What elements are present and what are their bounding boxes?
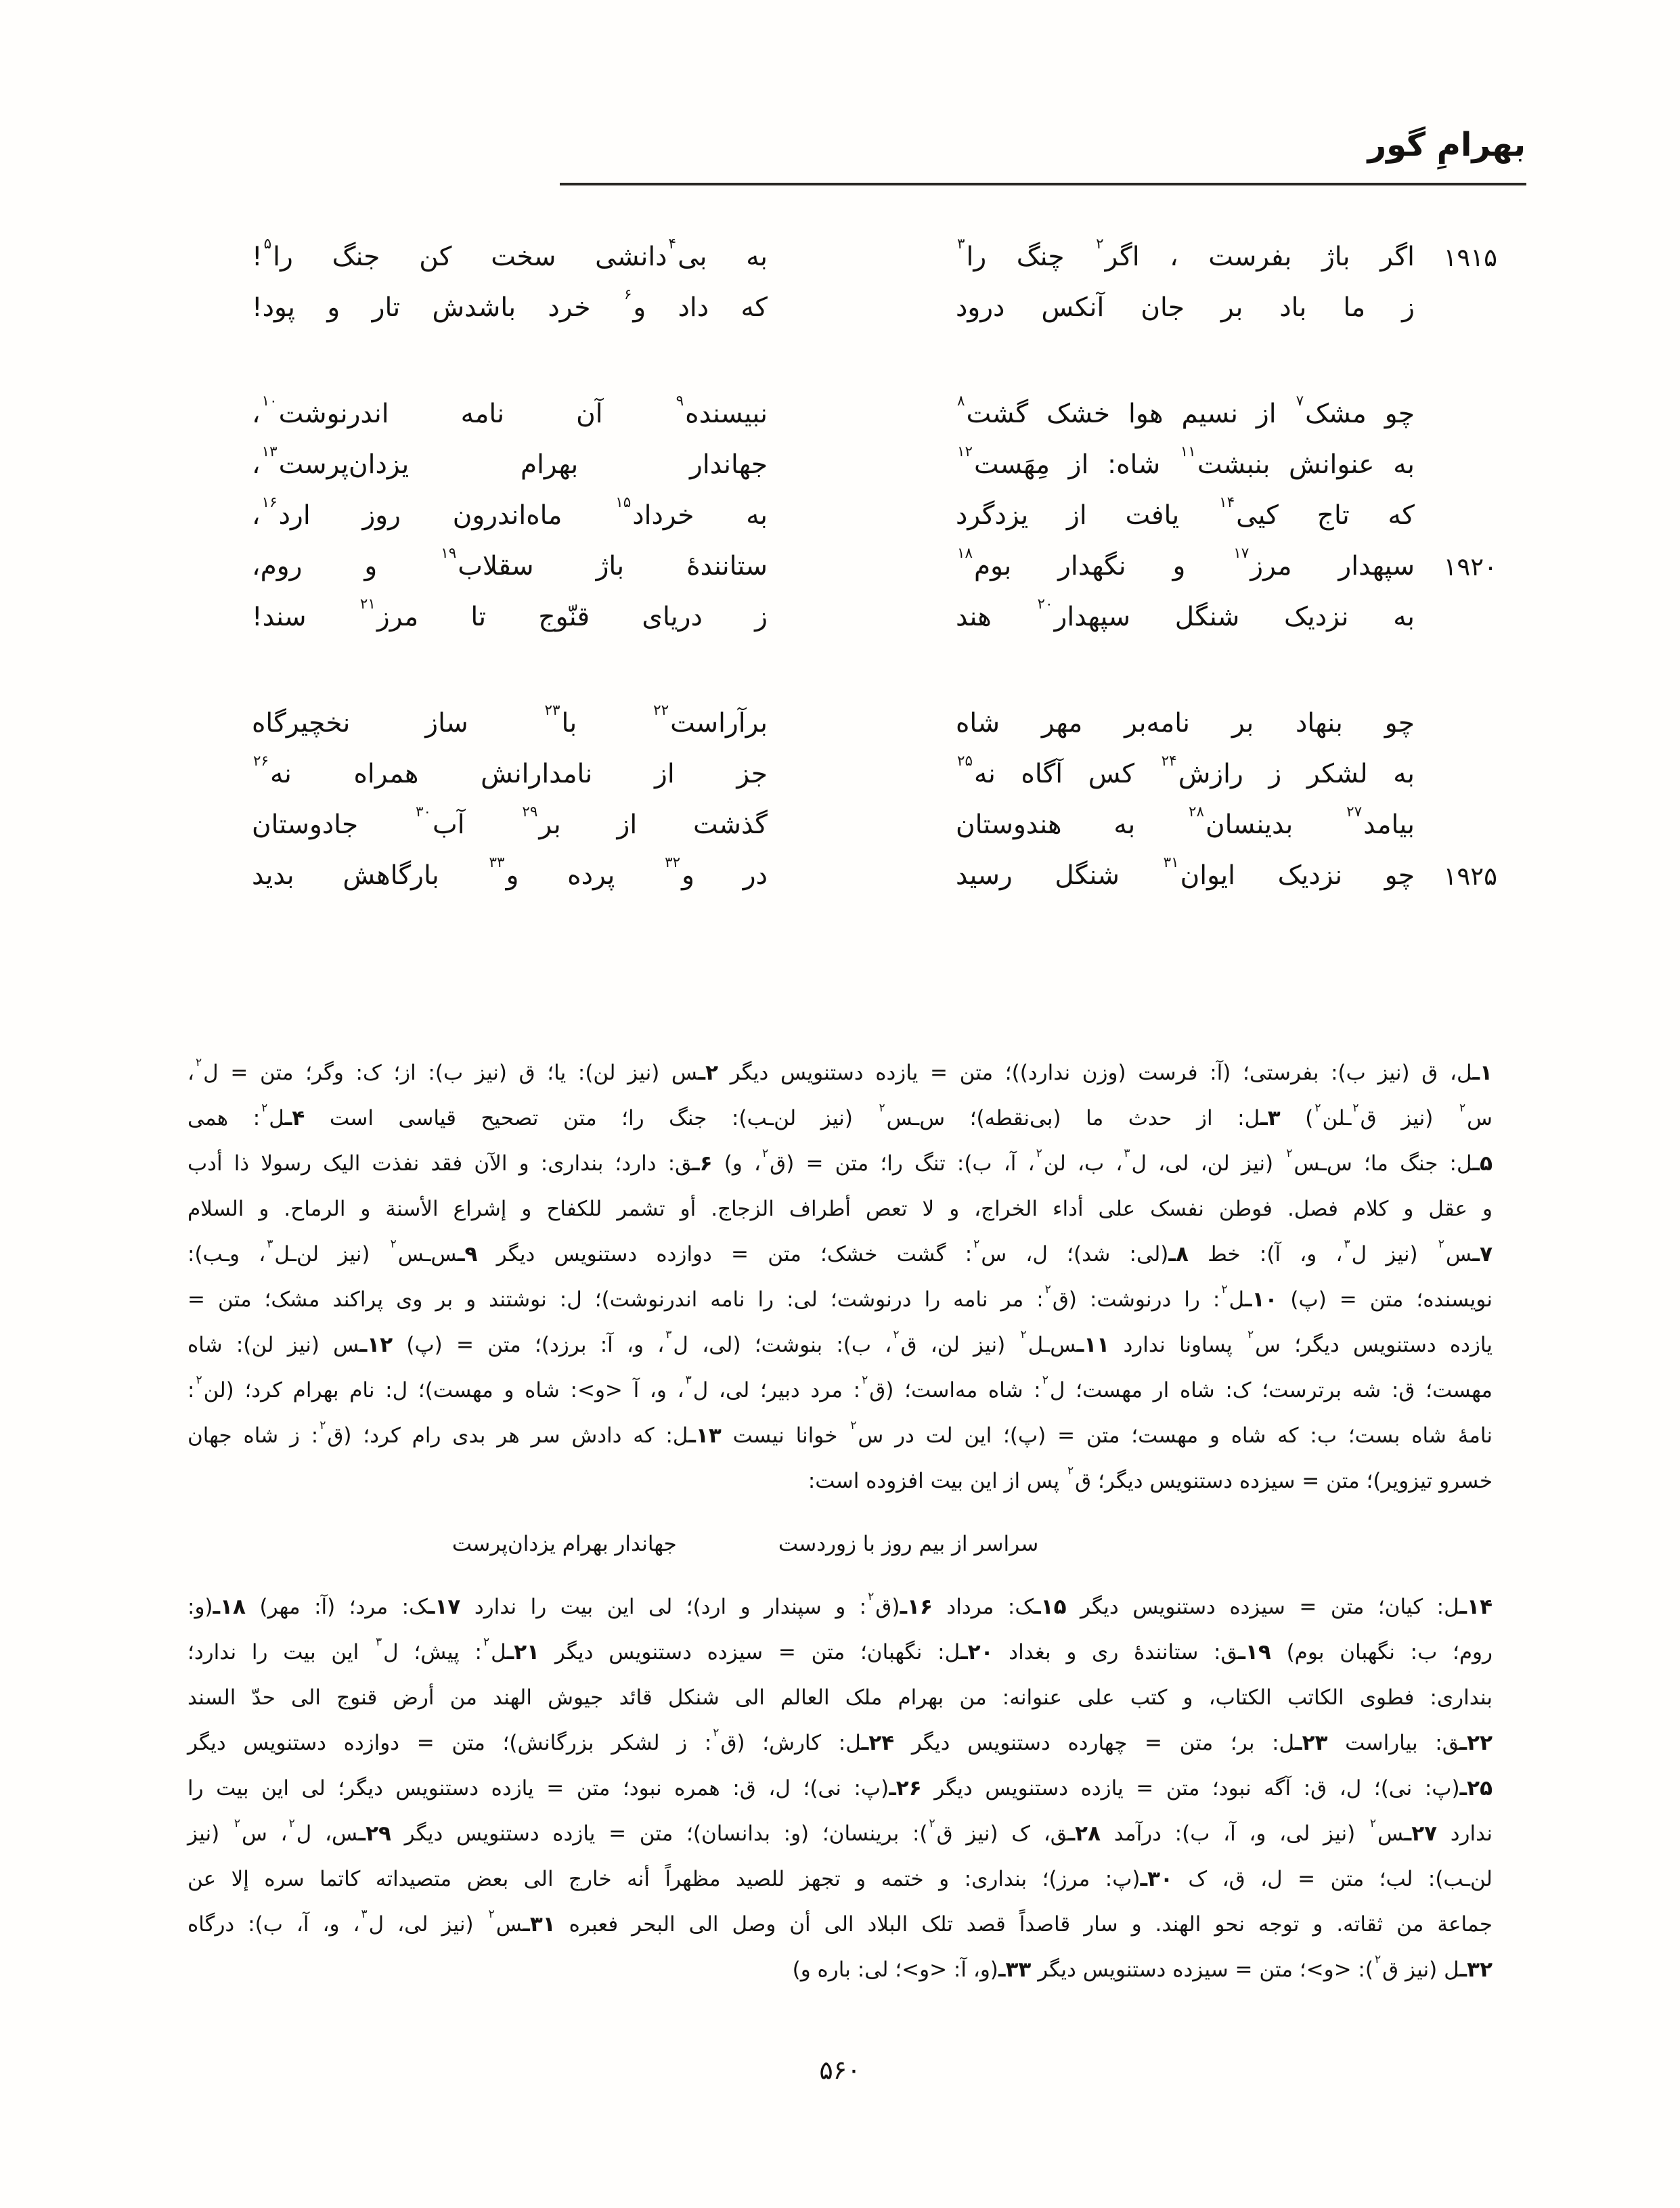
verse-row bbox=[252, 236, 1497, 286]
hemistich-second: نبیسنده$^۹$ آن نامه اندرنوشت$^{۱۰}$، bbox=[252, 393, 768, 429]
apparatus-line: ۲۵ـ(پ: نی)؛ ل، ق: آگه نبود؛ متن = یازده دستنویس دیگر ۲۶ـ(پ: نی)؛ ل، ق: همره نبود؛ متن = یازده دستنویس دیگر؛ لی این بیت را bbox=[187, 1776, 1493, 1801]
apparatus-line: س$^۲$ (نیز ق$^۲$ـلن$^۲$) ۳ـل: از حدث ما (بی‌نقطه)؛ س‌ـس$^۲$ (نیز لن‌ـب): جنگ را؛ متن تصحیح قیاسی است ۴ـل$^۲$: همی bbox=[187, 1101, 1493, 1130]
verse-number: ۱۹۲۰ bbox=[1443, 552, 1497, 581]
inline-verse-first: سراسر از بیم روز با زوردست bbox=[778, 1532, 1039, 1556]
hemistich-first: چو مشک$^۷$ از نسیم هوا خشک گشت$^۸$ bbox=[957, 393, 1415, 429]
apparatus-line: روم؛ ب: نگهبان بوم) ۱۹ـق: ستانندهٔ ری و بغداد ۲۰ـل: نگهبان؛ متن = سیزده دستنویس دیگر ۲۱ـل$^۲$: پیش؛ ل$^۳$ این بیت را ندارد؛ bbox=[187, 1635, 1493, 1664]
apparatus-line: ۲۲ـق: بیاراست ۲۳ـل: بر؛ متن = چهارده دستنویس دیگر ۲۴ـل: کارش؛ (ق$^۲$: ز لشکر بزرگانش)؛ متن = دوازده دستنویس دیگر bbox=[187, 1726, 1493, 1755]
apparatus-line: ندارد ۲۷ـس$^۲$ (نیز لی، و، آ، ب): درآمد ۲۸ـق، ک (نیز ق$^۲$): برینسان؛ (و: بدانسان)؛ متن = یازده دستنویس دیگر ۲۹ـس، ل$^۲$، س$^۲$ (نیز bbox=[187, 1817, 1493, 1846]
hemistich-second: جهاندار بهرام یزدان‌پرست$^{۱۳}$، bbox=[252, 443, 768, 480]
apparatus-line: جماعة من ثقاته. و توجه نحو الهند. و سار قاصداً قصد تلک البلاد الی أن وصل الی البحر فعبره ۳۱ـس$^۲$ (نیز لی، ل$^۳$، و، آ، ب): درگاه bbox=[187, 1907, 1493, 1937]
header-rule bbox=[560, 183, 1526, 185]
hemistich-second: به بی$^۴$دانشی سخت کن جنگ را$^۵$! bbox=[252, 236, 768, 272]
apparatus-line: خسرو تیزویر)؛ متن = سیزده دستنویس دیگر؛ ق$^۲$ پس از این بیت افزوده است: bbox=[808, 1464, 1493, 1493]
verse-row bbox=[252, 753, 1497, 803]
hemistich-first: سپهدار مرز$^{۱۷}$ و نگهدار بوم$^{۱۸}$ bbox=[957, 545, 1415, 581]
hemistich-second: در و$^{۳۲}$ پرده و$^{۳۳}$ بارگاهش بدید bbox=[252, 854, 768, 891]
hemistich-first: اگر باژ بفرست ، اگر$^۲$ چنگ را$^۳$ bbox=[957, 236, 1415, 272]
verse-row bbox=[252, 596, 1497, 646]
apparatus-line: نامهٔ شاه بست؛ ب: که شاه و مهست؛ متن = (پ)؛ این لت در س$^۲$ خوانا نیست ۱۳ـل: که دادش سر هر بدی رام کرد؛ (ق$^۲$: ز شاه جهان bbox=[187, 1419, 1493, 1448]
verse-row bbox=[252, 494, 1497, 545]
hemistich-second: برآراست$^{۲۲}$ با$^{۲۳}$ ساز نخچیرگاه bbox=[252, 702, 768, 738]
apparatus-line: بنداری: فطوی الکاتب الکتاب، و کتب علی عنوانه: من بهرام ملک العالم الی شنکل قائد جیوش الهند من أرض قنوج الی حدّ السند bbox=[187, 1685, 1493, 1710]
verse-row bbox=[252, 854, 1497, 905]
apparatus-line: لن‌ـب): لب؛ متن = ل، ق، ک ۳۰ـ(پ: مرز)؛ بنداری: و ختمه و تجهز للصید مظهراً أنه خارج الی بعض متصیداته کاتما سره إلا عن bbox=[187, 1867, 1493, 1891]
hemistich-second: گذشت از بر$^{۲۹}$ آب$^{۳۰}$ جادوستان bbox=[252, 803, 768, 840]
apparatus-line: مهست؛ ق: شه برترست؛ ک: شاه ار مهست؛ ل$^۲$: شاه مه‌است؛ (ق$^۲$: مرد دبیر؛ لی، ل$^۳$، و، آ <و>: شاه و مهست)؛ ل: نام بهرام کرد؛ (لن$^۲$: bbox=[187, 1373, 1493, 1403]
verse-number: ۱۹۲۵ bbox=[1443, 862, 1497, 891]
stanza bbox=[252, 702, 1497, 905]
running-head-title: بهرامِ گور bbox=[1367, 126, 1526, 164]
apparatus-line: نویسنده؛ متن = (پ) ۱۰ـل$^۲$: را درنوشت: (ق$^۲$: مر نامه را درنوشت؛ لی: را نامه اندرنوشت)؛ ل: نوشتند و بر وی پراکند مشک؛ متن = bbox=[187, 1283, 1493, 1312]
hemistich-first: چو نزدیک ایوان$^{۳۱}$ شنگل رسید bbox=[956, 854, 1415, 891]
apparatus-line: یازده دستنویس دیگر؛ س$^۲$ پساونا ندارد ۱۱ـس‌ـل$^۲$ (نیز لن، ق$^۲$، ب): بنوشت؛ (لی، ل$^۳$، و، آ: برزد)؛ متن = (پ) ۱۲ـس (نیز لن): شاه bbox=[187, 1328, 1493, 1357]
critical-apparatus bbox=[187, 1051, 1493, 1993]
apparatus-line: ۱ـل، ق (نیز ب): بفرستی؛ (آ: فرست (وزن ندارد))؛ متن = یازده دستنویس دیگر ۲ـس (نیز لن): یا؛ ق (نیز ب): از؛ ک: وگر؛ متن = ل$^۲$، bbox=[187, 1056, 1493, 1085]
hemistich-second: که داد و$^۶$ خرد باشدش تار و پود! bbox=[252, 286, 768, 323]
hemistich-first: چو بنهاد بر نامه‌بر مهر شاه bbox=[956, 708, 1415, 738]
apparatus-line: ۳۲ـل (نیز ق$^۲$): <و>؛ متن = سیزده دستنویس دیگر ۳۳ـ(و، آ: <و>؛ لی: باره و) bbox=[792, 1953, 1493, 1982]
apparatus-line: ۱۴ـل: کیان؛ متن = سیزده دستنویس دیگر ۱۵ـک: مرداد ۱۶ـ(ق$^۲$: و سپندار و ارد)؛ لی این بیت را ندارد ۱۷ـک: مرد؛ (آ: مهر) ۱۸ـ(و: bbox=[187, 1590, 1493, 1619]
inline-verse-second: جهاندار بهرام یزدان‌پرست bbox=[451, 1532, 677, 1556]
stanza bbox=[252, 393, 1497, 646]
verse-row bbox=[252, 702, 1497, 753]
page-number: ۵۶۰ bbox=[819, 2055, 861, 2085]
hemistich-first: به لشکر ز رازش$^{۲۴}$ کس آگاه نه$^{۲۵}$ bbox=[957, 753, 1415, 789]
verse-row bbox=[252, 286, 1497, 337]
apparatus-line: و عقل و کلام فصل. فوطن نفسک علی أداء الخراج، و لا تعص أطراف الزجاج. أو تشمر للکفاح و إشراع الأسنة و الرماح. و السلام bbox=[187, 1197, 1493, 1221]
verse-row bbox=[252, 393, 1497, 443]
verse-row bbox=[252, 443, 1497, 494]
stanza bbox=[252, 236, 1497, 337]
apparatus-line: ۵ـل: جنگ ما؛ س‌ـس$^۲$ (نیز لن، لی، ل$^۳$، ب، لن$^۲$، آ، ب): تنگ را؛ متن = (ق$^۲$، و) ۶ـق: دارد؛ بنداری: و الآن فقد نفذت الیک رسولا ذا أدب bbox=[187, 1147, 1493, 1176]
hemistich-second: ز دریای قنّوج تا مرز$^{۲۱}$ سند! bbox=[252, 596, 768, 632]
hemistich-second: جز از نامدارانش همراه نه$^{۲۶}$ bbox=[253, 753, 768, 789]
hemistich-second: به خرداد$^{۱۵}$ ماه‌اندرون روز ارد$^{۱۶}$، bbox=[252, 494, 768, 531]
hemistich-first: بیامد$^{۲۷}$ بدینسان$^{۲۸}$ به هندوستان bbox=[956, 803, 1415, 840]
verse-row bbox=[252, 803, 1497, 854]
verse-number: ۱۹۱۵ bbox=[1443, 243, 1497, 272]
hemistich-second: ستانندهٔ باژ سقلاب$^{۱۹}$ و روم، bbox=[252, 545, 768, 581]
apparatus-inline-verse bbox=[93, 1522, 1398, 1567]
hemistich-first: به عنوانش بنبشت$^{۱۱}$ شاه: از مِهَست$^{۱۲}$ bbox=[957, 443, 1415, 480]
apparatus-line: ۷ـس$^۲$ (نیز ل$^۳$، و، آ): خط ۸ـ(لی: شد)؛ ل، س$^۲$: گشت خشک؛ متن = دوازده دستنویس دیگر ۹ـس‌ـس$^۲$ (نیز لن‌ـل$^۳$، وـب): bbox=[187, 1237, 1493, 1266]
hemistich-first: به نزدیک شنگل سپهدار$^{۲۰}$ هند bbox=[956, 596, 1415, 632]
verse-row bbox=[252, 545, 1497, 596]
hemistich-first: که تاج کیی$^{۱۴}$ یافت از یزدگرد bbox=[956, 494, 1415, 531]
hemistich-first: ز ما باد بر جان آنکس درود bbox=[956, 292, 1415, 323]
verse-block bbox=[252, 236, 1497, 961]
